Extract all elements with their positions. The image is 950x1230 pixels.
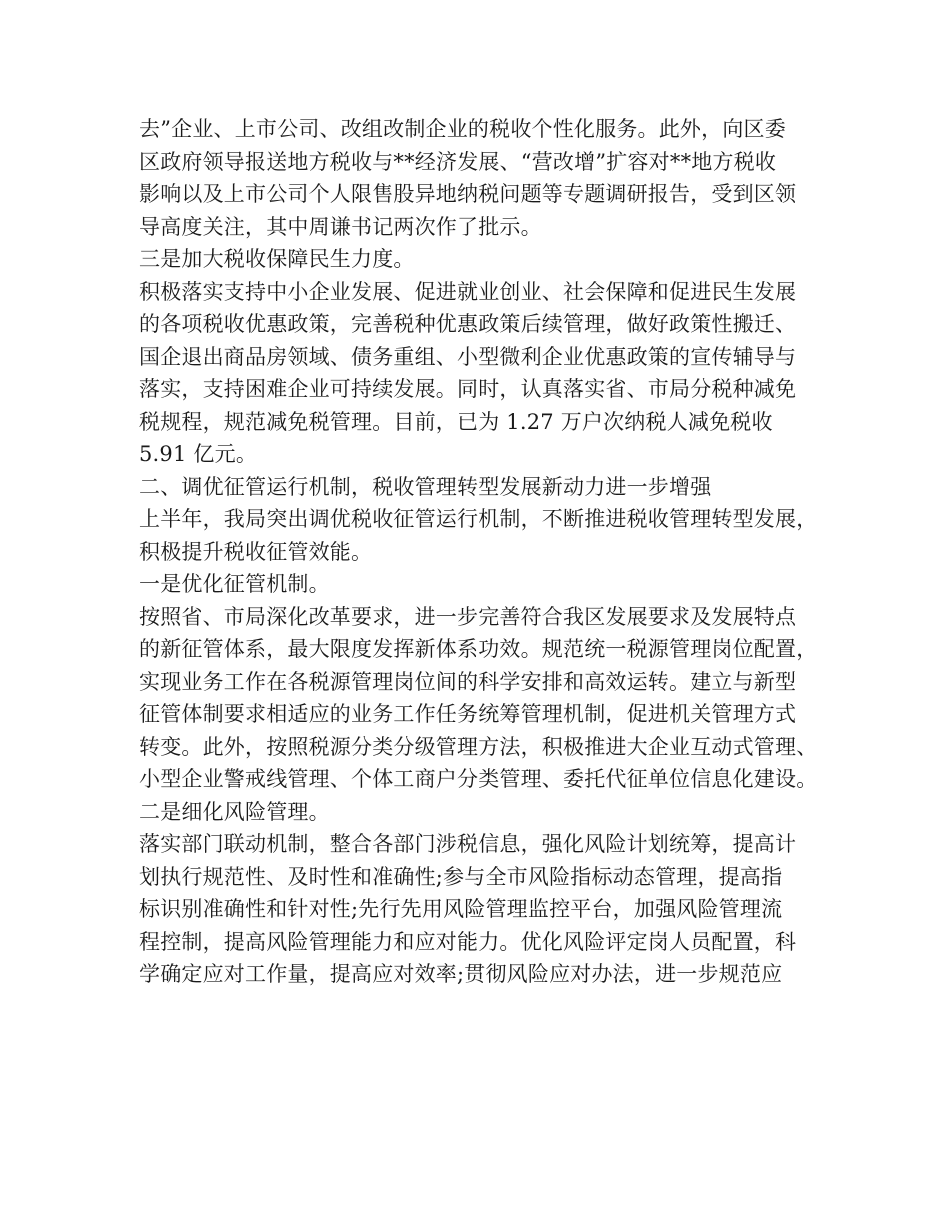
- text-line: 征管体制要求相适应的业务工作任务统筹管理机制，促进机关管理方式: [139, 702, 797, 726]
- text-line: 积极落实支持中小企业发展、促进就业创业、社会保障和促进民生发展: [139, 279, 797, 304]
- text-line: 落实，支持困难企业可持续发展。同时，认真落实省、市局分税种减免: [139, 377, 797, 401]
- text-line: 实现业务工作在各税源管理岗位间的科学安排和高效运转。建立与新型: [139, 669, 797, 694]
- text-line: 积极提升税收征管效能。: [139, 539, 373, 564]
- text-line: 划执行规范性、及时性和准确性;参与全市风险指标动态管理，提高指: [139, 864, 783, 889]
- text-line: 的新征管体系，最大限度发挥新体系功效。规范统一税源管理岗位配置，: [139, 637, 818, 661]
- text-line: 影响以及上市公司个人限售股异地纳税问题等专题调研报告，受到区领: [139, 182, 797, 206]
- text-line: 小型企业警戒线管理、个体工商户分类管理、委托代征单位信息化建设。: [139, 767, 818, 791]
- text-line: 税规程，规范减免税管理。目前，已为 1.27 万户次纳税人减免税收: [139, 409, 773, 434]
- text-line: 上半年，我局突出调优税收征管运行机制，不断推进税收管理转型发展，: [139, 507, 818, 531]
- section-heading: 二、调优征管运行机制，税收管理转型发展新动力进一步增强: [139, 474, 712, 499]
- text-line: 落实部门联动机制，整合各部门涉税信息，强化风险计划统筹，提高计: [139, 832, 797, 856]
- text-line: 学确定应对工作量，提高应对效率;贯彻风险应对办法，进一步规范应: [139, 962, 783, 986]
- text-line: 的各项税收优惠政策，完善税种优惠政策后续管理，做好政策性搬迁、: [139, 312, 797, 336]
- text-line: 程控制，提高风险管理能力和应对能力。优化风险评定岗人员配置，科: [139, 929, 797, 954]
- section-heading: 二是细化风险管理。: [139, 799, 330, 824]
- text-line: 5.91 亿元。: [139, 442, 258, 466]
- section-heading: 三是加大税收保障民生力度。: [139, 247, 415, 271]
- text-line: 区政府领导报送地方税收与**经济发展、“营改增”扩容对**地方税收: [139, 149, 777, 174]
- text-line: 去”企业、上市公司、改组改制企业的税收个性化服务。此外，向区委: [139, 117, 786, 141]
- document-body: [139, 113, 829, 991]
- text-line: 导高度关注，其中周谦书记两次作了批示。: [139, 214, 542, 239]
- section-heading: 一是优化征管机制。: [139, 572, 330, 596]
- text-line: 按照省、市局深化改革要求，进一步完善符合我区发展要求及发展特点: [139, 604, 797, 629]
- text-line: 国企退出商品房领域、债务重组、小型微利企业优惠政策的宣传辅导与: [139, 344, 797, 369]
- text-line: 标识别准确性和针对性;先行先用风险管理监控平台，加强风险管理流: [139, 897, 783, 921]
- text-line: 转变。此外，按照税源分类分级管理方法，积极推进大企业互动式管理、: [139, 734, 818, 759]
